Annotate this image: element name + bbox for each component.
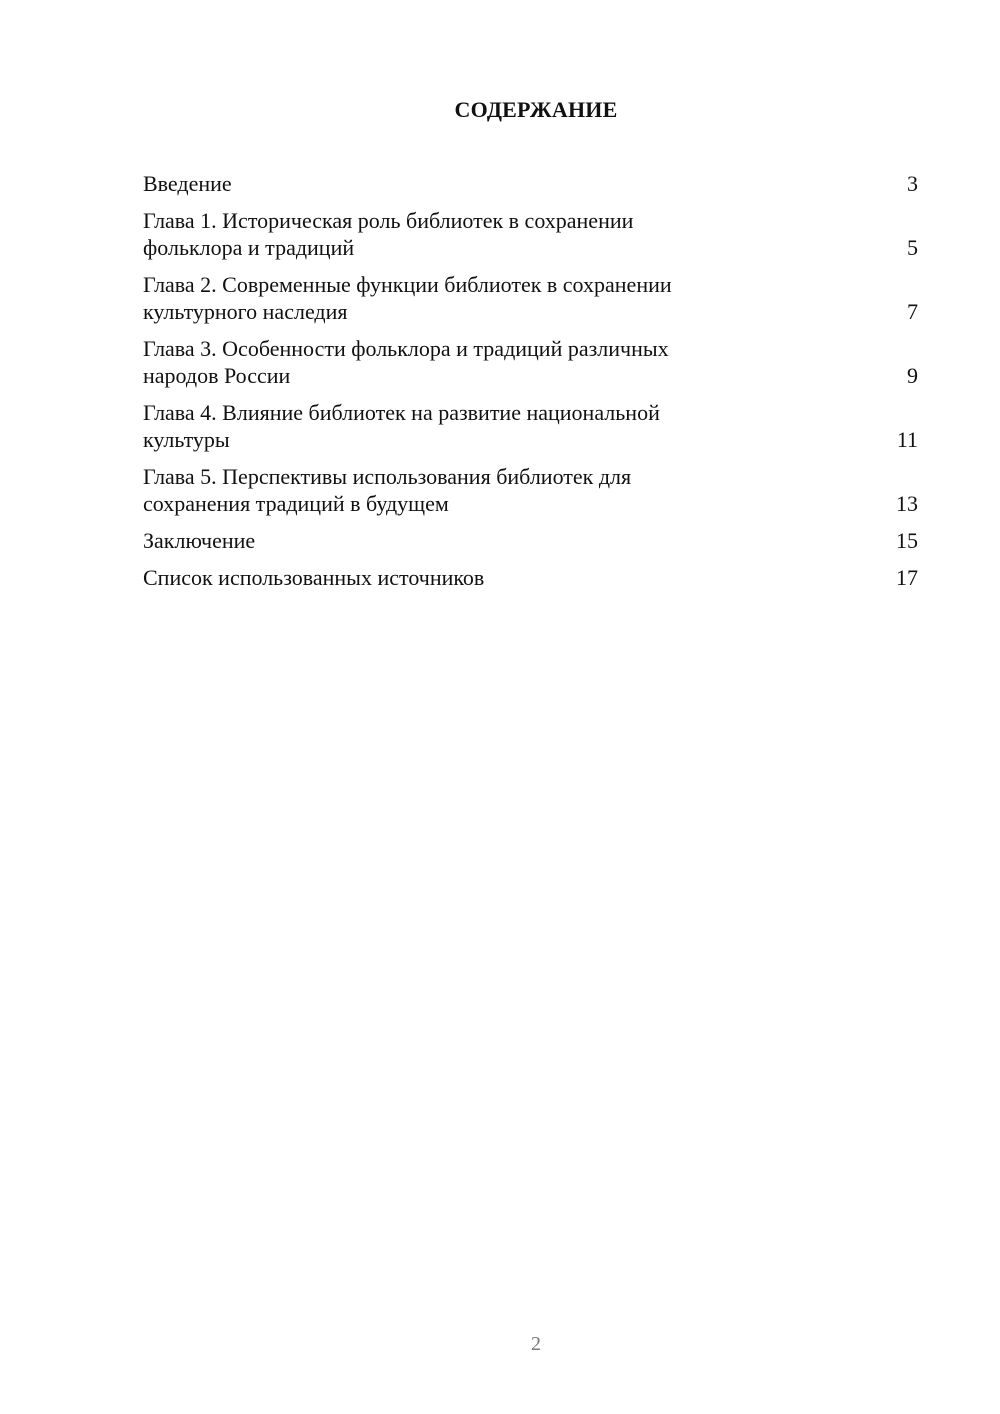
toc-entry-page-number: 11 — [896, 427, 918, 452]
toc-entry-page-number: 9 — [907, 363, 918, 388]
toc-entry-text — [143, 564, 763, 591]
toc-entry-line: Глава 1. Историческая роль библиотек в сохранении — [143, 208, 634, 233]
page-number: 2 — [531, 1333, 541, 1355]
toc-entry-text — [143, 335, 763, 389]
toc-entry-line: Глава 3. Особенности фольклора и традиций различных — [143, 336, 669, 361]
toc-entry-text — [143, 527, 763, 554]
toc-entry-line: фольклора и традиций — [143, 235, 355, 260]
toc-entry-chapter-1[interactable] — [143, 207, 918, 261]
toc-entry-page-number: 7 — [907, 299, 918, 324]
toc-entry-chapter-4[interactable] — [143, 399, 918, 453]
toc-entry-line: народов России — [143, 363, 291, 388]
toc-entry-text — [143, 207, 763, 261]
toc-entry-text — [143, 271, 763, 325]
toc-entry-chapter-5[interactable] — [143, 463, 918, 517]
toc-entry-line: Глава 4. Влияние библиотек на развитие национальной — [143, 400, 660, 425]
toc-entry-line: культурного наследия — [143, 299, 348, 324]
toc-entry-page-number: 3 — [907, 171, 918, 196]
toc-entry-page-number: 15 — [896, 528, 918, 553]
toc-entry-page-number: 13 — [896, 491, 918, 516]
toc-entry-text — [143, 463, 763, 517]
toc-entry-chapter-2[interactable] — [143, 271, 918, 325]
toc-entry-page-number: 17 — [896, 565, 918, 590]
toc-entry-text — [143, 399, 763, 453]
toc-entry-conclusion[interactable] — [143, 527, 918, 554]
table-of-contents — [143, 170, 918, 601]
toc-entry-line: Заключение — [143, 528, 256, 553]
toc-entry-line: Глава 2. Современные функции библиотек в сохранении — [143, 272, 672, 297]
toc-entry-page-number: 5 — [907, 235, 918, 260]
toc-entry-text — [143, 170, 763, 197]
toc-entry-line: Глава 5. Перспективы использования библиотек для — [143, 464, 632, 489]
toc-entry-chapter-3[interactable] — [143, 335, 918, 389]
toc-entry-line: культуры — [143, 427, 230, 452]
toc-entry-references[interactable] — [143, 564, 918, 591]
toc-entry-introduction[interactable] — [143, 170, 918, 197]
toc-entry-line: Список использованных источников — [143, 565, 485, 590]
toc-entry-line: Введение — [143, 171, 232, 196]
page-title: СОДЕРЖАНИЕ — [454, 97, 618, 122]
toc-entry-line: сохранения традиций в будущем — [143, 491, 449, 516]
